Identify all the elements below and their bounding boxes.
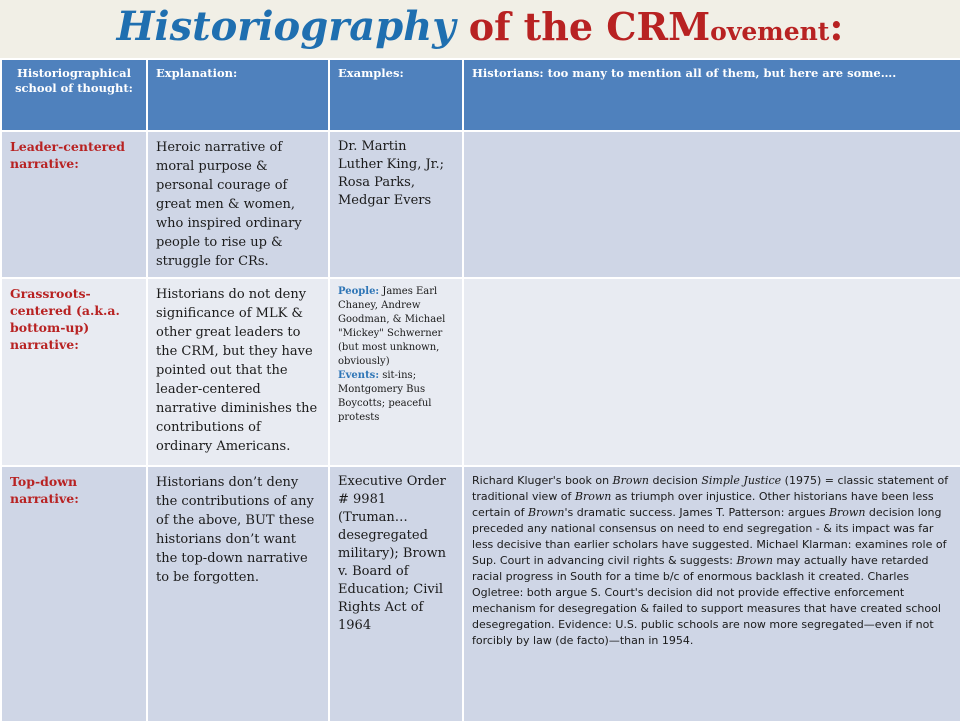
header-examples: Examples: bbox=[329, 59, 463, 131]
explanation-cell: Heroic narrative of moral purpose & personal courage of great men & women, who inspired ordinary people to rise up & struggle for CRs. bbox=[147, 131, 329, 278]
historiography-table bbox=[0, 58, 960, 723]
examples-events-label: Events: bbox=[338, 370, 380, 381]
table-row-grassroots bbox=[1, 278, 960, 466]
historians-italic: Brown bbox=[528, 506, 565, 519]
title-ovement: ovement bbox=[710, 17, 830, 46]
page-title bbox=[0, 0, 960, 60]
header-explanation: Explanation: bbox=[147, 59, 329, 131]
examples-events: sit-ins; Montgomery Bus Boycotts; peaceful protests bbox=[338, 370, 432, 423]
historians-text: 's dramatic success. James T. Patterson: argues bbox=[564, 506, 829, 519]
examples-cell bbox=[329, 278, 463, 466]
explanation-cell: Historians do not deny significance of MLK & other great leaders to the CRM, but they have pointed out that the leader-centered narrative diminishes the contributions of ordinary Americans. bbox=[147, 278, 329, 466]
historians-italic: Brown bbox=[828, 506, 866, 519]
historians-text: Richard Kluger's book on bbox=[472, 474, 613, 487]
school-cell: Grassroots-centered (a.k.a. bottom-up) narrative: bbox=[1, 278, 147, 466]
header-school: Historiographical school of thought: bbox=[1, 59, 147, 131]
examples-people: James Earl Chaney, Andrew Goodman, & Michael "Mickey" Schwerner (but most unknown, obviously) bbox=[338, 286, 446, 367]
title-colon: : bbox=[829, 4, 844, 49]
historians-italic: Brown bbox=[574, 490, 612, 503]
title-historiography: Historiography bbox=[116, 3, 456, 50]
school-cell: Top-down narrative: bbox=[1, 466, 147, 722]
historians-italic: Brown bbox=[612, 474, 650, 487]
header-row bbox=[1, 59, 960, 131]
table-row-leader-centered bbox=[1, 131, 960, 278]
school-cell: Leader-centered narrative: bbox=[1, 131, 147, 278]
header-historians: Historians: too many to mention all of them, but here are some…. bbox=[463, 59, 960, 131]
title-of-the-crm: of the CRM bbox=[455, 4, 711, 49]
table-row-top-down bbox=[1, 466, 960, 722]
historians-text: decision bbox=[649, 474, 702, 487]
historians-italic: Simple Justice bbox=[701, 474, 782, 487]
examples-people-label: People: bbox=[338, 286, 380, 297]
examples-cell: Executive Order # 9981 (Truman… desegregated military); Brown v. Board of Education; Civil Rights Act of 1964 bbox=[329, 466, 463, 722]
historians-text: decision long preceded any national consensus on need to end segregation - & its impact was far less decisive than earlier scholars have suggested. Michael Klarman: examines role of Sup. Court in advancing civil rights & suggests: bbox=[472, 506, 947, 567]
examples-cell: Dr. Martin Luther King, Jr.; Rosa Parks, Medgar Evers bbox=[329, 131, 463, 278]
historians-cell bbox=[463, 278, 960, 466]
historians-text: may actually have retarded racial progress in South for a time b/c of enormous backlash it created. Charles Ogletree: both argue S. Court's decision did not provide effective enforcement mechanism for desegregation & failed to support measures that have created school desegregation. Evidence: U.S. public schools are now more segregated—even if not forcibly by law (de facto)—than in 1954. bbox=[472, 554, 941, 647]
historians-cell bbox=[463, 466, 960, 722]
historians-cell bbox=[463, 131, 960, 278]
historians-text: as triumph over injustice. Other historians have been less certain of bbox=[472, 490, 934, 519]
historians-text: (1975) = classic statement of traditional view of bbox=[472, 474, 949, 503]
explanation-cell: Historians don’t deny the contributions of any of the above, BUT these historians don’t want the top-down narrative to be forgotten. bbox=[147, 466, 329, 722]
historians-italic: Brown bbox=[736, 554, 773, 567]
